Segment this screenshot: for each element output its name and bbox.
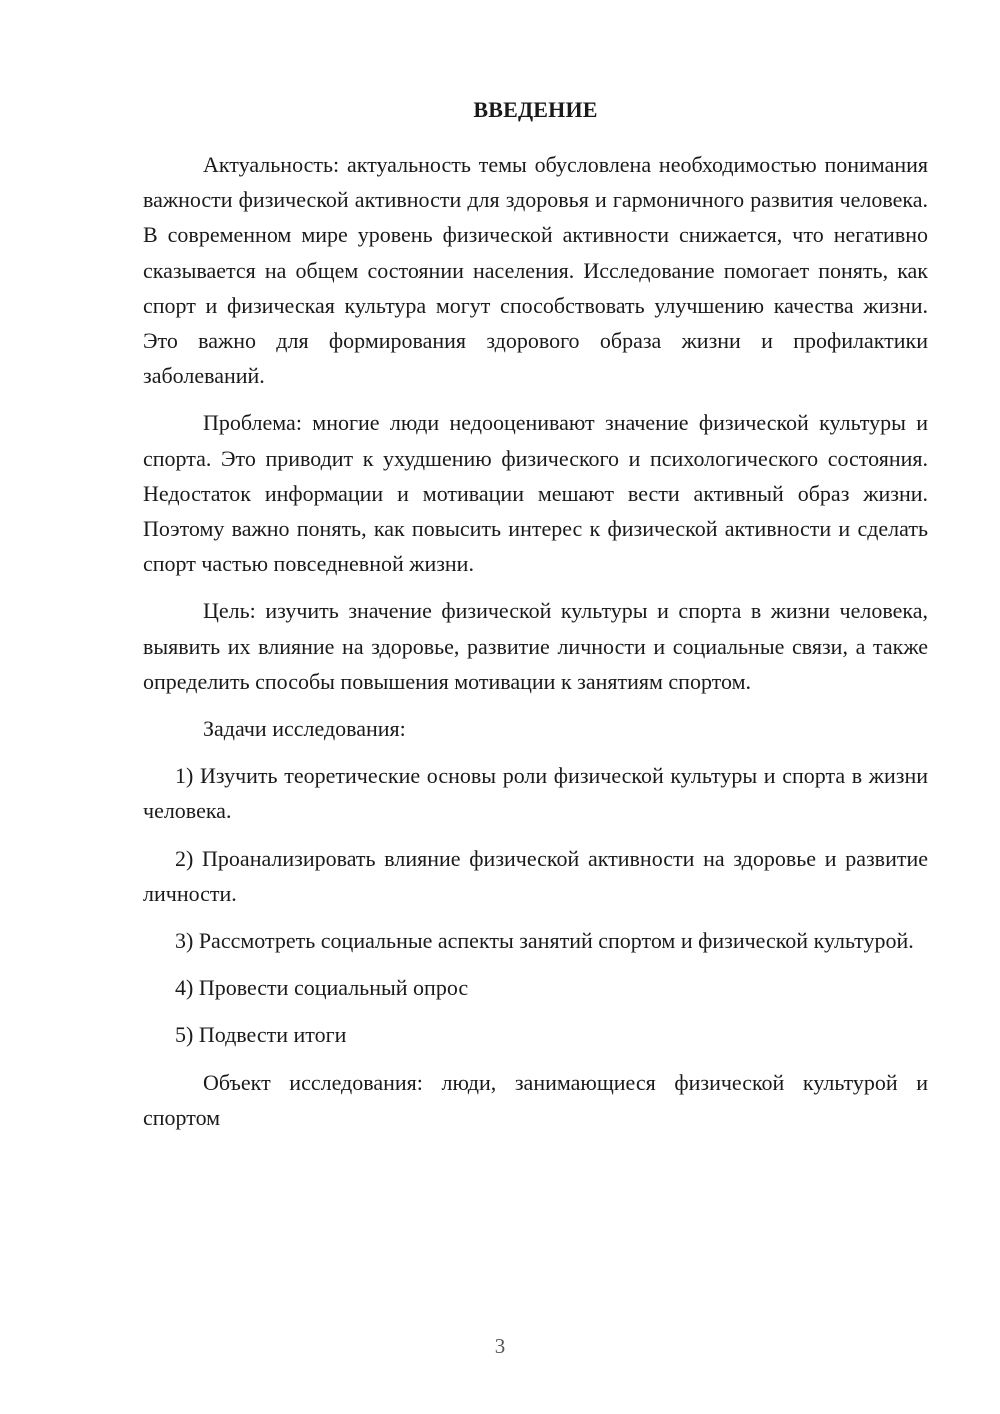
goal-paragraph: Цель: изучить значение физической культуры и спорта в жизни человека, выявить их влияние на здоровье, развитие личности и социальные связи, а также определить способы повышения мотивации к занятиям спортом. — [143, 598, 928, 694]
page-number: 3 — [494, 1334, 506, 1358]
task-item-1: 1) Изучить теоретические основы роли физической культуры и спорта в жизни человека. — [143, 763, 928, 824]
object-paragraph: Объект исследования: люди, занимающиеся физической культурой и спортом — [143, 1069, 928, 1130]
task-item-4: 4) Провести социальный опрос — [175, 975, 469, 1001]
tasks-title: Задачи исследования: — [203, 716, 406, 742]
document-page — [143, 95, 928, 1147]
problem-paragraph: Проблема: многие люди недооценивают значение физической культуры и спорта. Это приводит к ухудшению физического и психологического состояния. Недостаток информации и мотивации мешают вести активный образ жизни. Поэтому важно понять, как повысить интерес к физической активности и сделать спорт частью повседневной жизни. — [143, 410, 928, 577]
task-item-2: 2) Проанализировать влияние физической активности на здоровье и развитие личности. — [143, 845, 928, 906]
relevance-paragraph: Актуальность: актуальность темы обусловлена необходимостью понимания важности физической активности для здоровья и гармоничного развития человека. В современном мире уровень физической активности снижается, что негативно сказывается на общем состоянии населения. Исследование помогает понять, как спорт и физическая культура могут способствовать улучшению качества жизни. Это важно для формирования здорового образа жизни и профилактики заболеваний. — [143, 152, 928, 389]
task-item-3: 3) Рассмотреть социальные аспекты занятий спортом и физической культурой. — [175, 928, 914, 954]
task-item-5: 5) Подвести итоги — [175, 1022, 347, 1048]
section-heading: ВВЕДЕНИЕ — [473, 97, 598, 122]
